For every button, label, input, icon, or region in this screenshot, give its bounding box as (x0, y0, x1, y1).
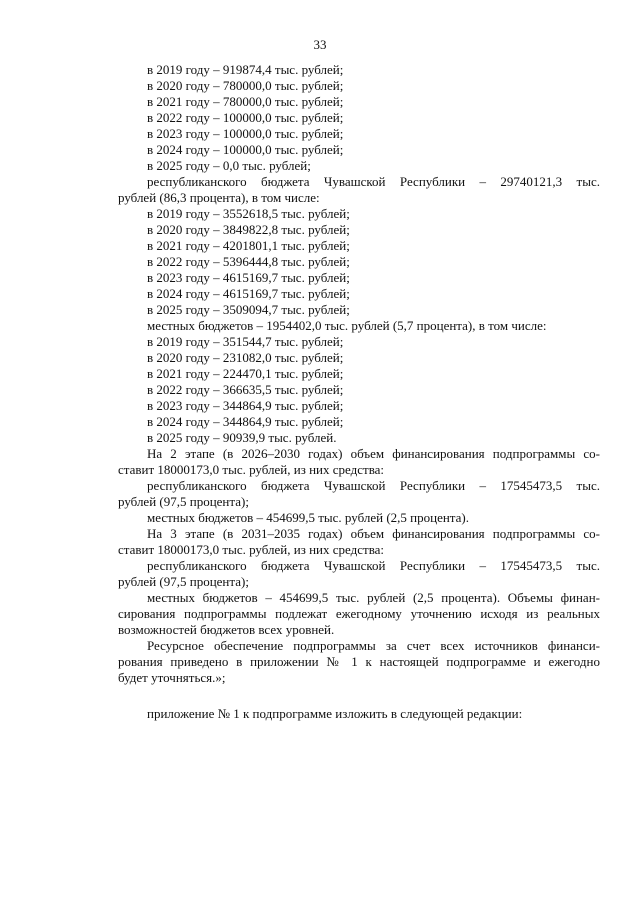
year-line: в 2025 году – 90939,9 тыс. рублей. (147, 430, 337, 445)
year-line: в 2023 году – 344864,9 тыс. рублей; (147, 398, 344, 413)
year-line: в 2021 году – 224470,1 тыс. рублей; (147, 366, 344, 381)
year-line: в 2020 году – 780000,0 тыс. рублей; (147, 78, 344, 93)
year-line: в 2022 году – 366635,5 тыс. рублей; (147, 382, 344, 397)
year-line: в 2022 году – 5396444,8 тыс. рублей; (147, 254, 350, 269)
stage3-paragraph-line: ставит 18000173,0 тыс. рублей, из них средства: (118, 542, 385, 557)
resource-paragraph-line: будет уточняться.»; (118, 670, 226, 685)
local-budget-line: местных бюджетов – 1954402,0 тыс. рублей (5,7 процента), в том числе: (147, 318, 547, 333)
year-line: в 2024 году – 100000,0 тыс. рублей; (147, 142, 344, 157)
year-line: в 2025 году – 3509094,7 тыс. рублей; (147, 302, 350, 317)
resource-paragraph-line: Ресурсное обеспечение подпрограммы за счет всех источников финанси- (147, 638, 600, 653)
year-line: в 2020 году – 231082,0 тыс. рублей; (147, 350, 344, 365)
year-line: в 2019 году – 3552618,5 тыс. рублей; (147, 206, 350, 221)
document-body (118, 62, 600, 722)
appendix-instruction: приложение № 1 к подпрограмме изложить в следующей редакции: (147, 706, 523, 721)
year-line: в 2024 году – 344864,9 тыс. рублей; (147, 414, 344, 429)
year-line: в 2021 году – 4201801,1 тыс. рублей; (147, 238, 350, 253)
stage2-paragraph-line: рублей (97,5 процента); (118, 494, 249, 509)
year-line: в 2019 году – 919874,4 тыс. рублей; (147, 62, 344, 77)
stage3-paragraph-line: республиканского бюджета Чувашской Республики – 17545473,5 тыс. (147, 558, 600, 573)
stage3-paragraph-line: На 3 этапе (в 2031–2035 годах) объем финансирования подпрограммы со- (147, 526, 600, 541)
year-line: в 2024 году – 4615169,7 тыс. рублей; (147, 286, 350, 301)
year-line: в 2020 году – 3849822,8 тыс. рублей; (147, 222, 350, 237)
page-number: 33 (313, 37, 327, 52)
year-line: в 2021 году – 780000,0 тыс. рублей; (147, 94, 344, 109)
stage3-paragraph-line: рублей (97,5 процента); (118, 574, 249, 589)
year-line: в 2023 году – 100000,0 тыс. рублей; (147, 126, 344, 141)
stage2-paragraph-line: На 2 этапе (в 2026–2030 годах) объем финансирования подпрограммы со- (147, 446, 600, 461)
paragraph-gap (118, 686, 600, 706)
stage2-paragraph-line: местных бюджетов – 454699,5 тыс. рублей (2,5 процента). (147, 510, 469, 525)
rep-budget-line: республиканского бюджета Чувашской Республики – 29740121,3 тыс. (147, 174, 600, 189)
stage2-paragraph-line: республиканского бюджета Чувашской Республики – 17545473,5 тыс. (147, 478, 600, 493)
year-line: в 2022 году – 100000,0 тыс. рублей; (147, 110, 344, 125)
rep-budget-line: рублей (86,3 процента), в том числе: (118, 190, 320, 205)
year-line: в 2019 году – 351544,7 тыс. рублей; (147, 334, 344, 349)
year-line: в 2025 году – 0,0 тыс. рублей; (147, 158, 311, 173)
year-line: в 2023 году – 4615169,7 тыс. рублей; (147, 270, 350, 285)
stage3-paragraph-line: сирования подпрограммы подлежат ежегодному уточнению исходя из реальных (118, 606, 600, 621)
resource-paragraph-line: рования приведено в приложении № 1 к настоящей подпрограмме и ежегодно (118, 654, 600, 669)
stage3-paragraph-line: возможностей бюджетов всех уровней. (118, 622, 335, 637)
stage3-paragraph-line: местных бюджетов – 454699,5 тыс. рублей (2,5 процента). Объемы финан- (147, 590, 600, 605)
stage2-paragraph-line: ставит 18000173,0 тыс. рублей, из них средства: (118, 462, 385, 477)
